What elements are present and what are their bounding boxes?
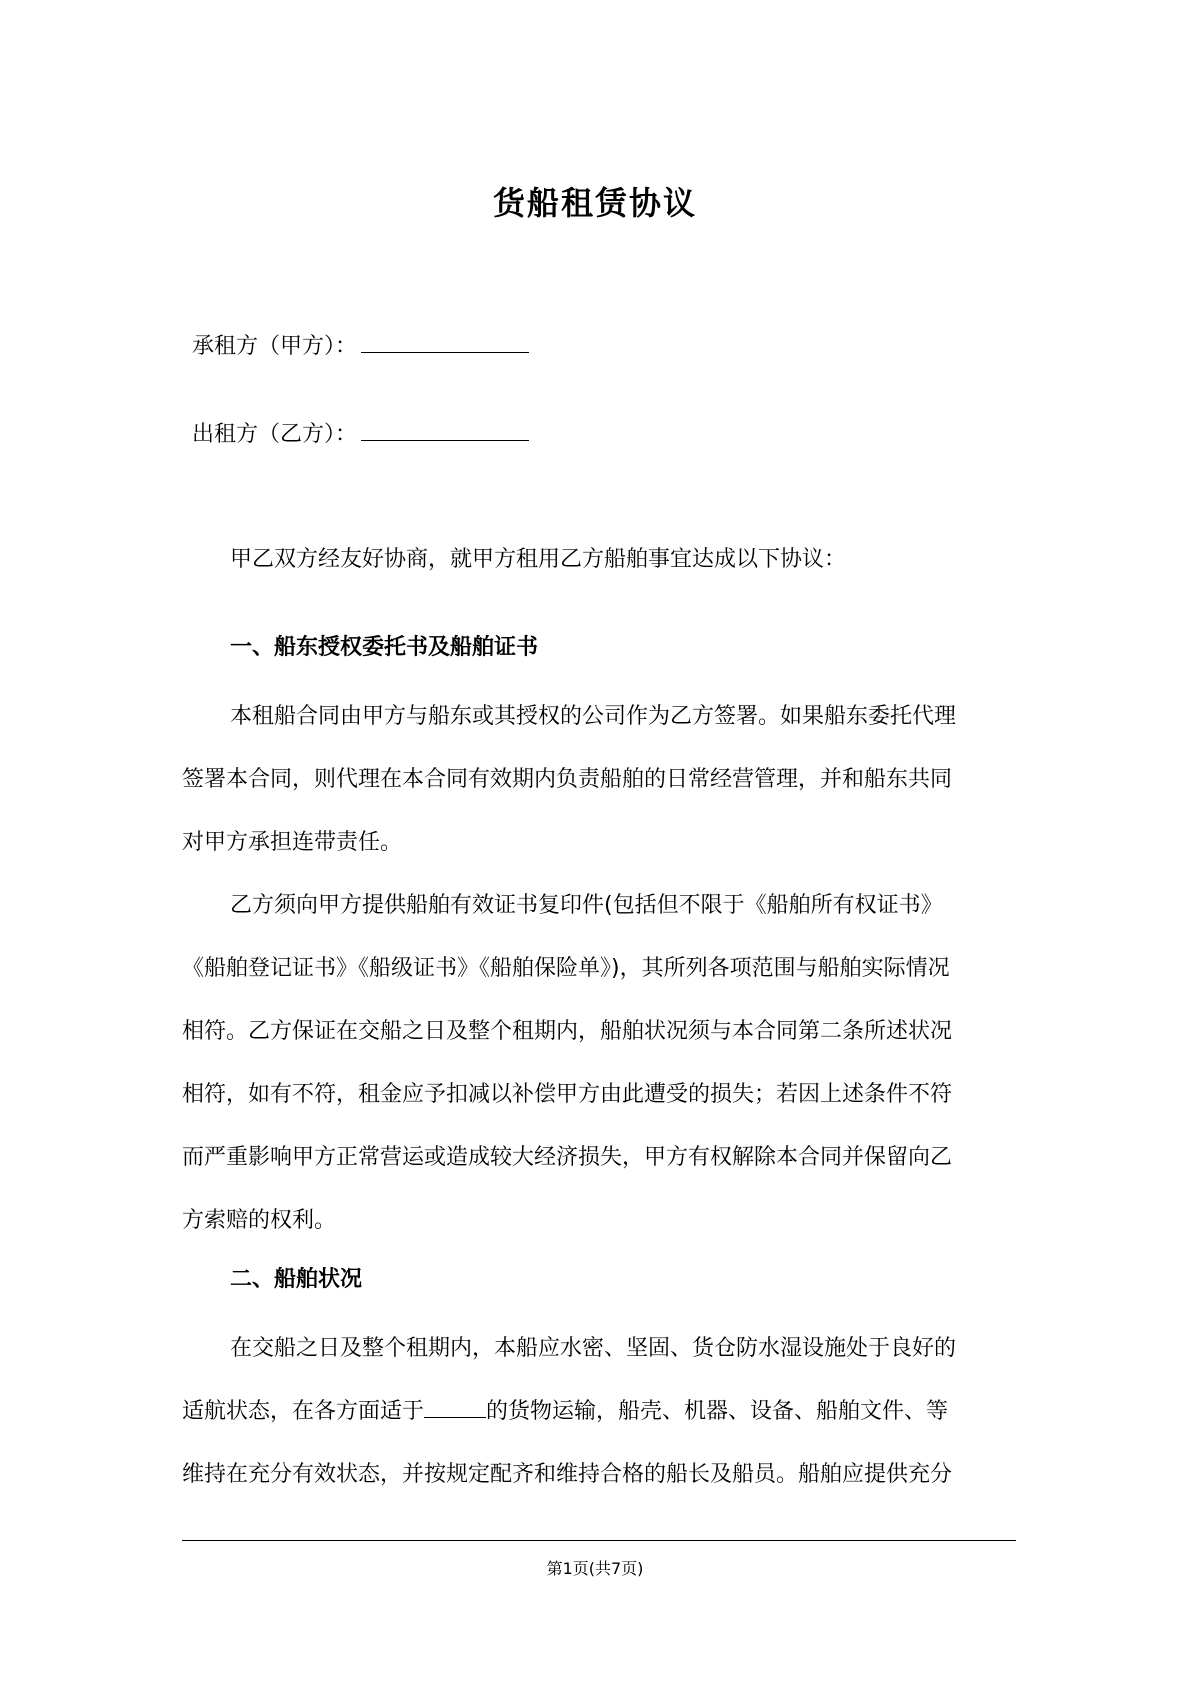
section1-p2-line2: 《船舶登记证书》《船级证书》《船舶保险单》)，其所列各项范围与船舶实际情况: [182, 956, 950, 981]
section2-p1-line2-before: 适航状态，在各方面适于: [182, 1399, 425, 1424]
party-b-line: [192, 416, 529, 450]
section1-p2-line4: 相符，如有不符，租金应予扣减以补偿甲方由此遭受的损失；若因上述条件不符: [182, 1082, 953, 1107]
section1-heading: 一、船东授权委托书及船舶证书: [230, 635, 539, 660]
party-b-label: 出租方（乙方）：: [192, 422, 358, 447]
section2-p1-line2: [182, 1380, 1012, 1443]
section1-p2-line3: 相符。乙方保证在交船之日及整个租期内，船舶状况须与本合同第二条所述状况: [182, 1019, 953, 1044]
section2-heading: 二、船舶状况: [230, 1267, 363, 1292]
section1-p1-line1: 本租船合同由甲方与船东或其授权的公司作为乙方签署。如果船东委托代理: [230, 704, 957, 729]
party-a-line: [192, 328, 529, 362]
section1-paragraph1: [182, 685, 1012, 874]
footer-divider: [182, 1540, 1016, 1541]
section1-p2-line1: 乙方须向甲方提供船舶有效证书复印件(包括但不限于《船舶所有权证书》: [230, 893, 943, 918]
document-title: 货船租赁协议: [492, 184, 697, 222]
section1-p2-line6: 方索赔的权利。: [182, 1208, 337, 1233]
section2-paragraph1: [182, 1317, 1012, 1506]
page-number: 第1页(共7页): [546, 1559, 644, 1578]
section1-paragraph2: [182, 874, 1012, 1252]
section2-p1-line3: 维持在充分有效状态，并按规定配齐和维持合格的船长及船员。船舶应提供充分: [182, 1462, 953, 1487]
party-a-blank: [361, 328, 529, 353]
section1-p2-line5: 而严重影响甲方正常营运或造成较大经济损失，甲方有权解除本合同并保留向乙: [182, 1145, 953, 1170]
section1-p1-line2: 签署本合同，则代理在本合同有效期内负责船舶的日常经营管理，并和船东共同: [182, 767, 953, 792]
section1-p1-line3: 对甲方承担连带责任。: [182, 830, 403, 855]
intro-paragraph: 甲乙双方经友好协商，就甲方租用乙方船舶事宜达成以下协议：: [230, 547, 847, 572]
section2-p1-line1: 在交船之日及整个租期内，本船应水密、坚固、货仓防水湿设施处于良好的: [230, 1336, 957, 1361]
cargo-type-blank: [424, 1395, 486, 1418]
section2-p1-line2-after: 的货物运输，船壳、机器、设备、船舶文件、等: [486, 1399, 949, 1424]
party-b-blank: [361, 416, 529, 441]
party-a-label: 承租方（甲方）：: [192, 334, 358, 359]
